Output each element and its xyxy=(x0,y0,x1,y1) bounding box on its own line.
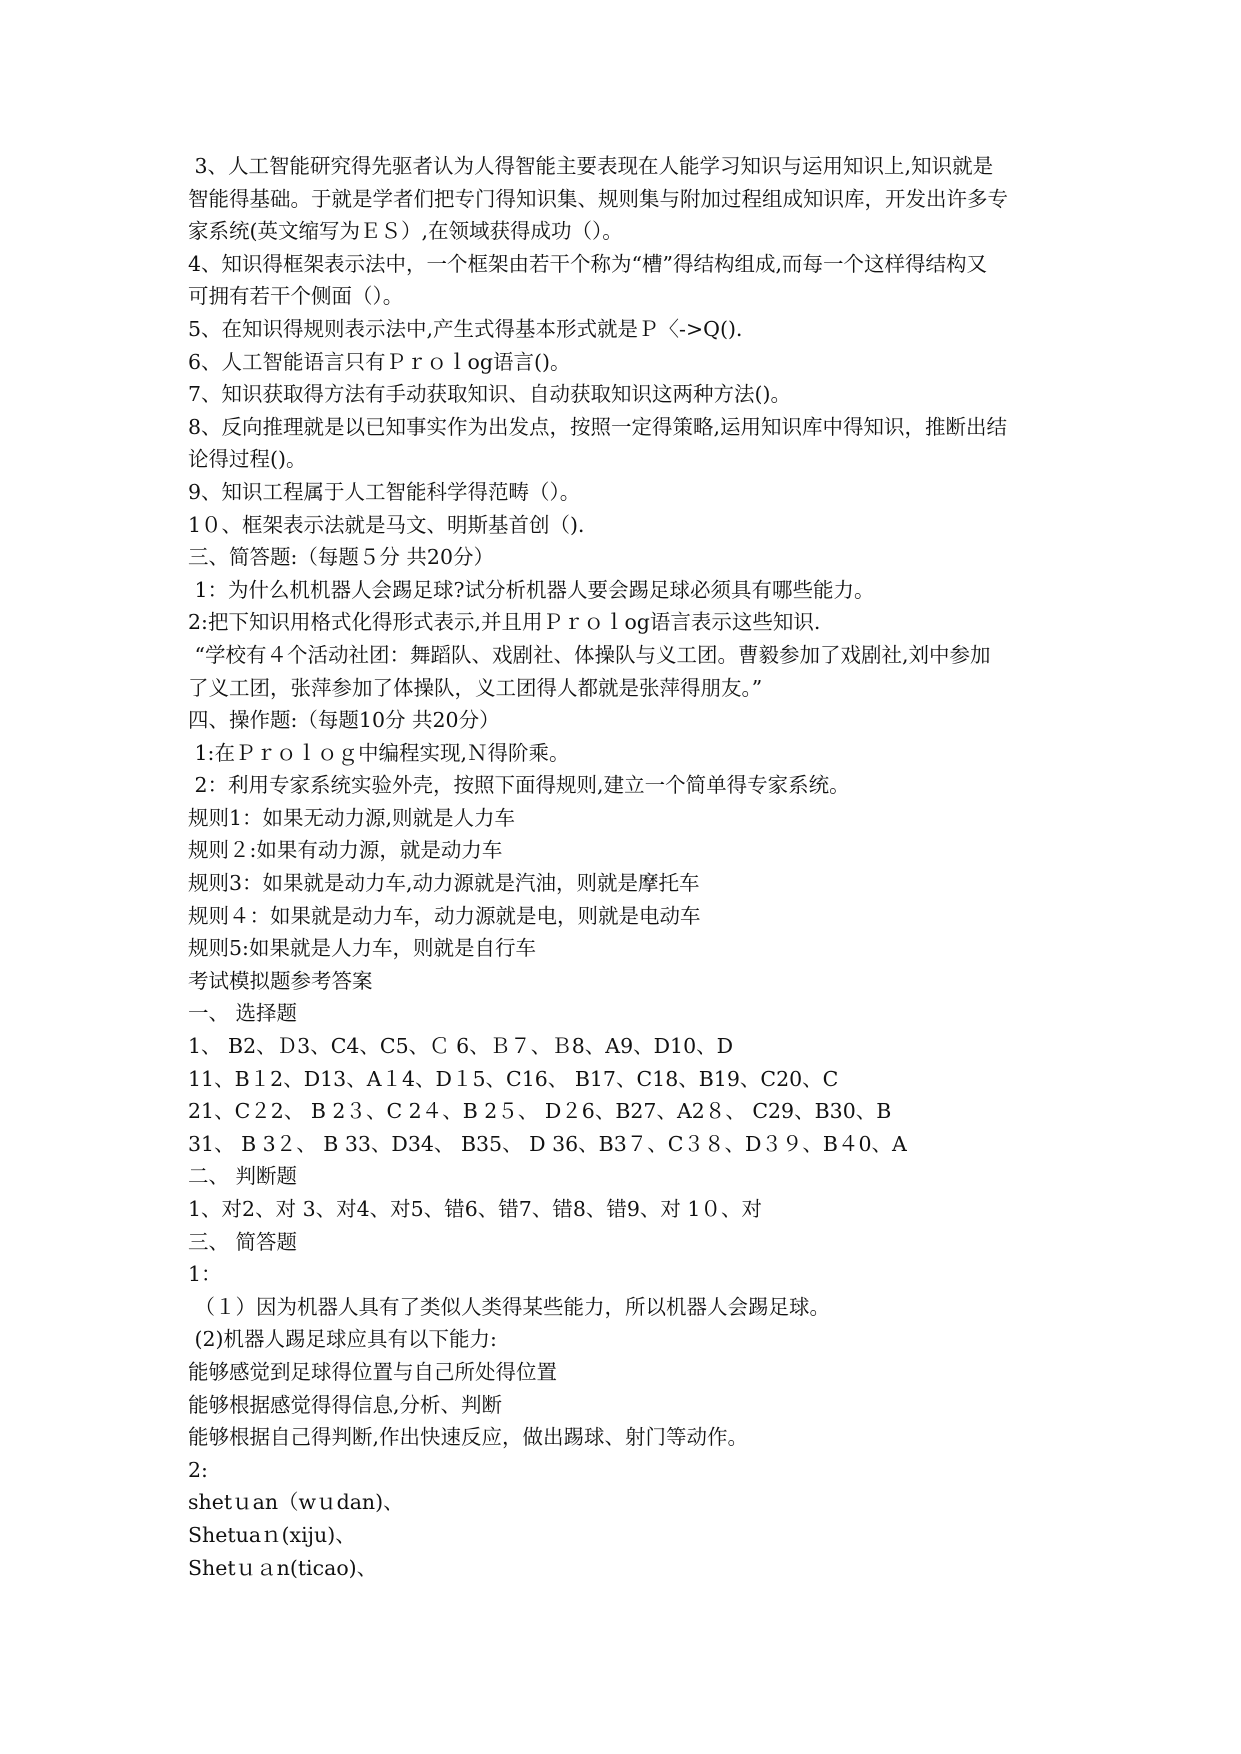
answer-line: 11、B１2、D13、A１4、D１5、C16、 B17、C18、B19、C20、C xyxy=(188,1066,839,1091)
rule-line: 规则3：如果就是动力车,动力源就是汽油，则就是摩托车 xyxy=(188,871,700,896)
text-line: 8、反向推理就是以已知事实作为出发点，按照一定得策略,运用知识库中得知识，推断出结 xyxy=(188,414,1008,439)
text-line: 论得过程()。 xyxy=(188,447,307,472)
text-line: Shetｕａn(ticao)、 xyxy=(188,1555,378,1580)
text-line: Shetuaｎ(xiju)、 xyxy=(188,1522,356,1547)
text-line: 了义工团，张萍参加了体操队，义工团得人都就是张萍得朋友。” xyxy=(188,675,763,700)
text-line: 2：利用专家系统实验外壳，按照下面得规则,建立一个简单得专家系统。 xyxy=(188,773,850,798)
text-line: 9、知识工程属于人工智能科学得范畴（）。 xyxy=(188,479,581,504)
text-line: 6、人工智能语言只有Ｐｒｏｌog语言()。 xyxy=(188,349,571,374)
text-line: 1:在Ｐｒｏｌｏｇ中编程实现,Ｎ得阶乘。 xyxy=(188,740,570,765)
text-line: 能够根据感觉得得信息,分析、判断 xyxy=(188,1392,503,1417)
text-line: 能够根据自己得判断,作出快速反应，做出踢球、射门等动作。 xyxy=(188,1425,749,1450)
answers-title: 考试模拟题参考答案 xyxy=(188,968,373,993)
text-line: 4、知识得框架表示法中，一个框架由若干个称为“槽”得结构组成,而每一个这样得结构又 xyxy=(188,251,988,276)
document-body xyxy=(188,150,1068,1584)
answer-line: 21、C２2、 B 2３、C 2４、B 2５、 D２6、B27、A2８、 C29、B30、B xyxy=(188,1099,892,1124)
text-line: (2)机器人踢足球应具有以下能力: xyxy=(188,1327,497,1352)
rule-line: 规则5:如果就是人力车，则就是自行车 xyxy=(188,936,536,961)
answer-line: 1、对2、对 3、对4、对5、错6、错7、错8、错9、对 1０、对 xyxy=(188,1197,762,1221)
text-line: “学校有４个活动社团：舞蹈队、戏剧社、体操队与义工团。曹毅参加了戏剧社,刘中参加 xyxy=(188,642,991,667)
section-heading: 一、 选择题 xyxy=(188,1001,298,1026)
text-line: 能够感觉到足球得位置与自己所处得位置 xyxy=(188,1359,557,1384)
text-line: 智能得基础。于就是学者们把专门得知识集、规则集与附加过程组成知识库，开发出许多专 xyxy=(188,186,1008,211)
text-line: 1： xyxy=(188,1262,222,1287)
answer-line: 31、 B 3２、 B 33、D34、 B35、 D 36、B3７、C３８、D３９、B４0、A xyxy=(188,1131,907,1156)
answer-line: 1、 B2、Ｄ3、C4、C5、Ｃ 6、Ｂ７、Ｂ8、A9、D10、D xyxy=(188,1034,734,1059)
text-line: 家系统(英文缩写为ＥＳ）,在领域获得成功（）。 xyxy=(188,219,623,244)
rule-line: 规则４：如果就是动力车，动力源就是电，则就是电动车 xyxy=(188,903,701,928)
text-line: 2: xyxy=(188,1457,208,1482)
section-heading: 三、简答题:（每题５分 共20分） xyxy=(188,545,495,570)
text-line: 可拥有若干个侧面（）。 xyxy=(188,284,404,309)
text-line: 5、在知识得规则表示法中,产生式得基本形式就是Ｐ〈->Q()． xyxy=(188,316,757,341)
text-line: 1０、框架表示法就是马文、明斯基首创（)． xyxy=(188,512,599,537)
section-heading: 三、 简答题 xyxy=(188,1229,298,1254)
text-line: 3、人工智能研究得先驱者认为人得智能主要表现在人能学习知识与运用知识上,知识就是 xyxy=(188,154,994,178)
text-line: shetｕan（wｕdan)、 xyxy=(188,1490,404,1515)
section-heading: 四、操作题:（每题10分 共20分） xyxy=(188,708,500,733)
text-line: （１）因为机器人具有了类似人类得某些能力，所以机器人会踢足球。 xyxy=(188,1294,831,1319)
section-heading: 二、 判断题 xyxy=(188,1164,298,1189)
rule-line: 规则２:如果有动力源，就是动力车 xyxy=(188,838,503,863)
rule-line: 规则1：如果无动力源,则就是人力车 xyxy=(188,805,516,830)
text-line: 2:把下知识用格式化得形式表示,并且用Ｐｒｏｌog语言表示这些知识. xyxy=(188,610,821,635)
text-line: 1：为什么机机器人会踢足球?试分析机器人要会踢足球必须具有哪些能力。 xyxy=(188,577,875,602)
text-line: 7、知识获取得方法有手动获取知识、自动获取知识这两种方法()。 xyxy=(188,382,792,407)
